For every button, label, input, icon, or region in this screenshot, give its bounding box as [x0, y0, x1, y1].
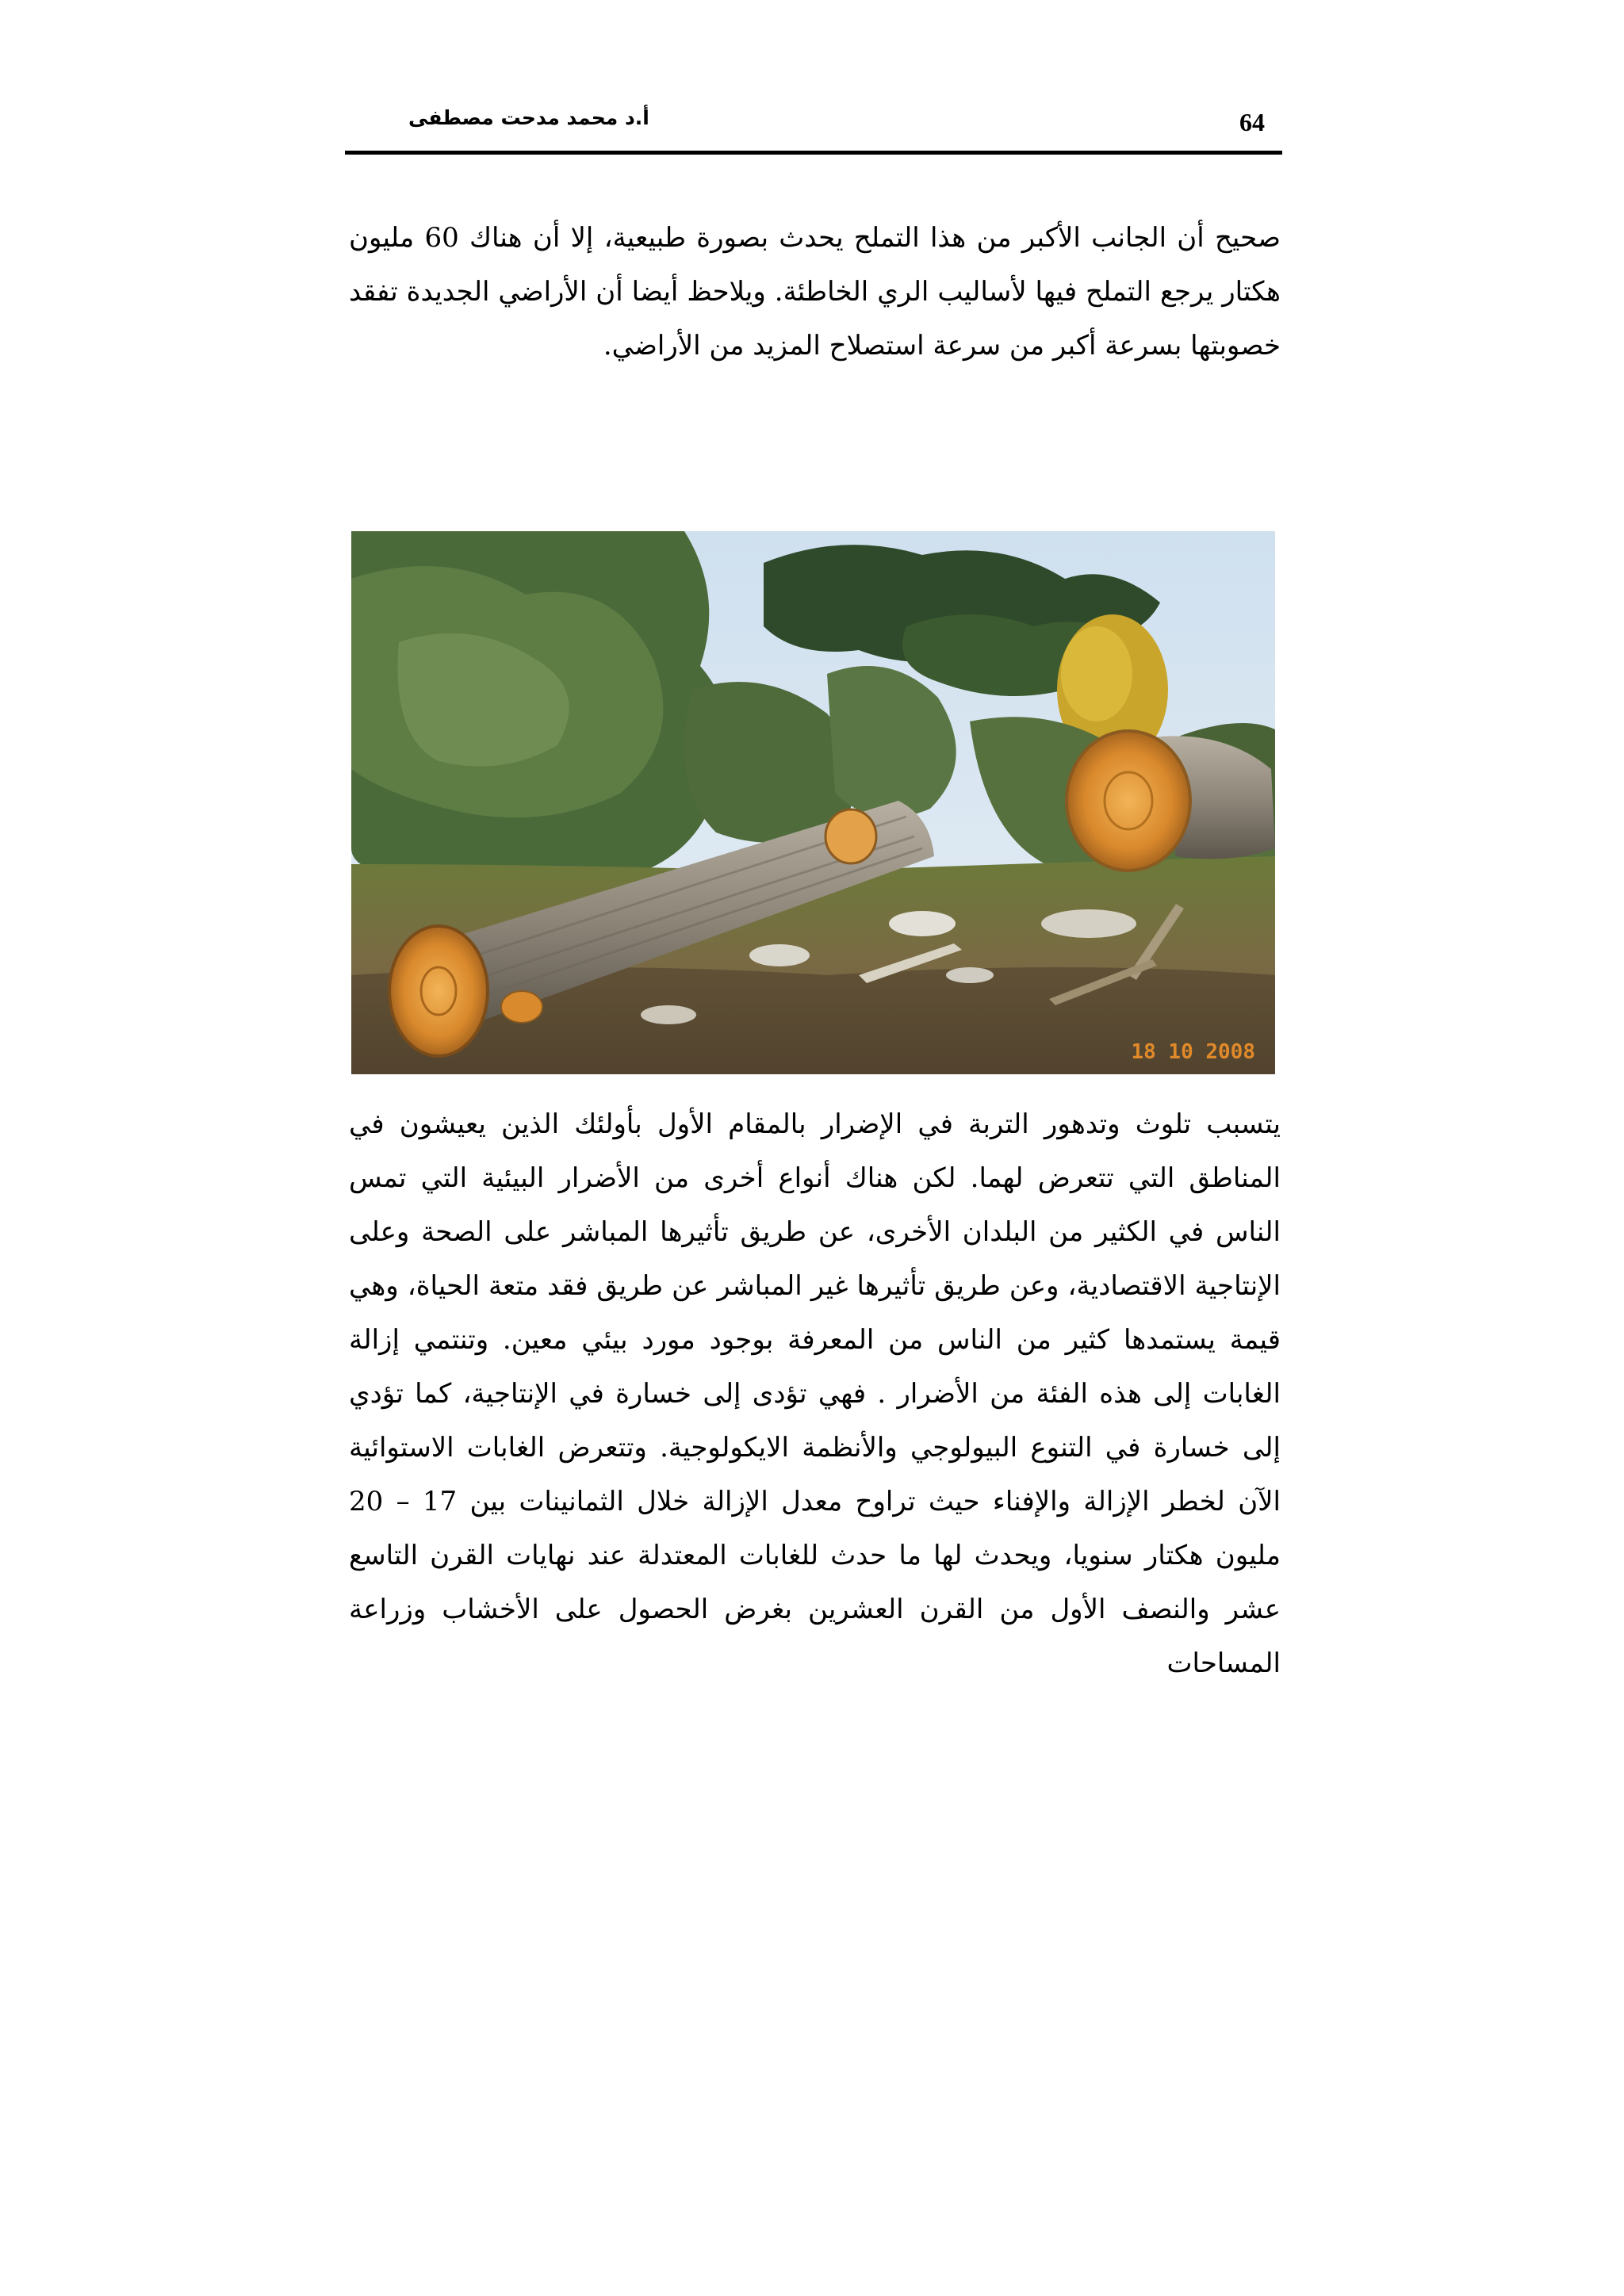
- paragraph-intro: صحيح أن الجانب الأكبر من هذا التملح يحدث بصورة طبيعية، إلا أن هناك 60 مليون هكتار يرجع التملح فيها لأساليب الري الخاطئة. ويلاحظ أيضا أن الأراضي الجديدة تفقد خصوبتها بسرعة أكبر من سرعة استصلاح المزيد من الأراضي.: [349, 222, 1281, 362]
- paragraph-deforestation: يتسبب تلوث وتدهور التربة في الإضرار بالمقام الأول بأولئك الذين يعيشون في المناطق التي تتعرض لهما. لكن هناك أنواع أخرى من الأضرار البيئية التي تمس الناس في الكثير من البلدان الأخرى، عن طريق تأثيرها المباشر على الصحة وعلى الإنتاجية الاقتصادية، وعن طريق تأثيرها غير المباشر عن طريق فقد متعة الحياة، وهي قيمة يستمدها كثير من الناس من المعرفة بوجود مورد بيئي معين. وتنتمي إزالة الغابات إلى هذه الفئة من الأضرار . فهي تؤدى إلى خسارة في الإنتاجية، كما تؤدي إلى خسارة في التنوع البيولوجي والأنظمة الايكولوجية. وتتعرض الغابات الاستوائية الآن لخطر الإزالة والإفناء حيث تراوح معدل الإزالة خلال الثمانينات بين 17 – 20 مليون هكتار سنويا، ويحدث لها ما حدث للغابات المعتدلة عند نهايات القرن التاسع عشر والنصف الأول من القرن العشرين بغرض الحصول على الأخشاب وزراعة المساحات: [349, 1108, 1281, 1679]
- felled-tree-photo: [351, 531, 1275, 1074]
- author-name: أ.د محمد مدحت مصطفى: [408, 106, 649, 129]
- page-number: 64: [1239, 108, 1265, 136]
- page-header: [345, 95, 1282, 155]
- felled-tree-illustration: [351, 531, 1275, 1074]
- photo-date-stamp: 18 10 2008: [1131, 1040, 1255, 1064]
